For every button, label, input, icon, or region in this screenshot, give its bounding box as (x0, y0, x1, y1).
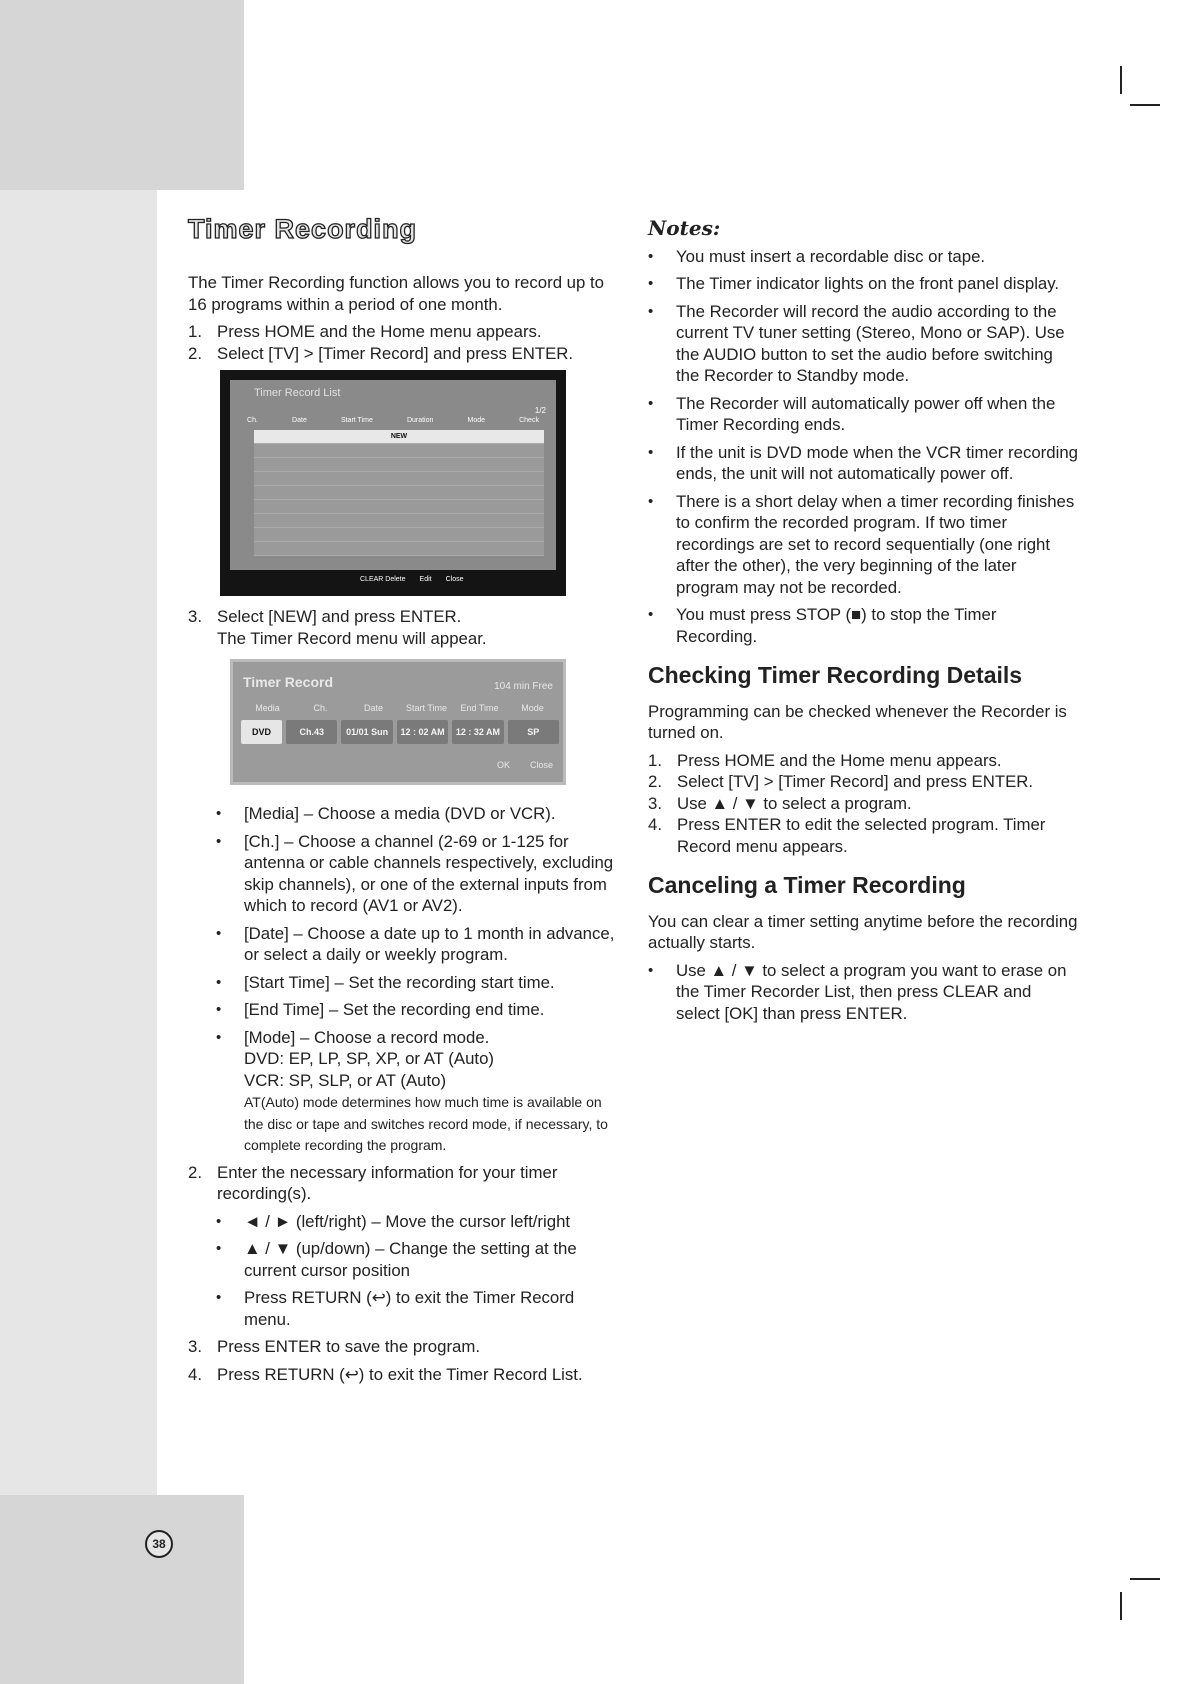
mode-field[interactable]: SP (508, 720, 559, 744)
start-time-field[interactable]: 12 : 02 AM (397, 720, 448, 744)
checking-heading: Checking Timer Recording Details (648, 662, 1023, 688)
note-text: The Recorder will automatically power off when the Timer Recording ends. (676, 393, 1056, 434)
checking-intro: Programming can be checked whenever the Recorder is turned on. (648, 701, 1067, 742)
new-row[interactable]: NEW (254, 430, 544, 444)
list-row[interactable] (254, 444, 544, 458)
delete-hint: CLEAR Delete (360, 575, 406, 583)
bullet: • (216, 805, 222, 822)
option-text: [Start Time] – Set the recording start time. (244, 972, 555, 992)
bullet: • (648, 492, 654, 510)
step-number: 3. (188, 607, 202, 626)
nav-text: Press RETURN (↩) to exit the Timer Record menu. (244, 1288, 575, 1329)
note-text: You must insert a recordable disc or tape. (676, 246, 986, 266)
date-field[interactable]: 01/01 Sun (341, 720, 392, 744)
bullet: • (216, 1212, 222, 1230)
intro-text: The Timer Recording function allows you to record up to 16 programs within a period of one month. (188, 273, 605, 314)
step-item (188, 343, 618, 365)
step-number: 4. (648, 815, 662, 834)
note-text: If the unit is DVD mode when the VCR timer recording ends, the unit will not automatically power off. (676, 442, 1078, 483)
header-check: Check (519, 417, 539, 424)
close-hint: Close (445, 575, 464, 583)
step-item (188, 1162, 618, 1205)
step-text: Enter the necessary information for your timer recording(s). (217, 1162, 558, 1203)
canceling-intro: You can clear a timer setting anytime before the recording actually starts. (648, 911, 1078, 952)
auto-mode-note: AT(Auto) mode determines how much time is available on the disc or tape and switches record mode, if necessary, to complete recording the program. (244, 1094, 608, 1153)
note-text: There is a short delay when a timer recording finishes to confirm the recorded program. If two timer recordings are set to record sequentially (one right after the other), the very beginning of the later program may not be recorded. (676, 491, 1075, 597)
step-item (188, 321, 618, 343)
note-text: You must press STOP (■) to stop the Timer Recording. (676, 605, 997, 646)
nav-text: ▲ / ▼ (up/down) – Change the setting at the current cursor position (244, 1239, 577, 1280)
page-title: Timer Recording (188, 214, 418, 244)
left-column (188, 272, 618, 1385)
bullet: • (648, 394, 654, 412)
option-text: [Mode] – Choose a record mode. (244, 1027, 490, 1047)
step-number: 1. (648, 750, 662, 770)
option-text: [Ch.] – Choose a channel (2-69 or 1-125 for antenna or cable channels respectively, excluding skip channels), or one of the external inputs from which to record (AV1 or AV2). (244, 831, 614, 915)
close-hint: Close (529, 759, 553, 770)
header-start-time: Start Time (340, 417, 373, 424)
step-item (188, 1336, 618, 1358)
step-item (648, 771, 1078, 793)
timer-record-screen (230, 659, 566, 785)
list-row[interactable] (254, 528, 544, 542)
crop-mark (1130, 104, 1160, 106)
list-row[interactable] (254, 500, 544, 514)
step-text: Press HOME and the Home menu appears. (677, 750, 1002, 770)
screen-footer (497, 755, 553, 777)
bullet: • (216, 832, 222, 850)
field-headers (241, 698, 559, 720)
list-item (216, 1287, 618, 1330)
screen-panel (230, 380, 556, 570)
step-number: 2. (648, 772, 662, 791)
list-item (216, 923, 618, 966)
header-media: Media (255, 703, 280, 713)
step-item (648, 793, 1078, 815)
list-row[interactable] (254, 542, 544, 556)
nav-list (188, 1211, 618, 1331)
bullet: • (648, 961, 654, 979)
list-item (216, 1027, 618, 1156)
step-number: 2. (188, 1162, 202, 1182)
list-item (648, 273, 1078, 295)
header-date: Date (363, 703, 383, 713)
screen-footer (360, 569, 464, 591)
header-start-time: Start Time (405, 703, 447, 713)
note-text: The Timer indicator lights on the front panel display. (676, 274, 1060, 293)
step-item (648, 750, 1078, 772)
dvd-modes: DVD: EP, LP, SP, XP, or AT (Auto) (244, 1049, 494, 1068)
list-item (648, 960, 1078, 1025)
list-item (648, 604, 1078, 647)
step-text: Select [TV] > [Timer Record] and press ENTER. (677, 772, 1034, 791)
canceling-heading: Canceling a Timer Recording (648, 872, 966, 898)
edit-hint: Edit (419, 575, 432, 583)
header-mode: Mode (467, 417, 486, 424)
page-indicator: 1/2 (534, 406, 546, 415)
step-text (217, 606, 618, 649)
vcr-modes: VCR: SP, SLP, or AT (Auto) (244, 1070, 447, 1090)
screen-title: Timer Record List (254, 387, 341, 399)
step-number: 1. (188, 322, 202, 341)
step-text: Press RETURN (↩) to exit the Timer Record List. (217, 1364, 583, 1384)
list-headers (230, 410, 556, 432)
list-item (648, 491, 1078, 599)
list-rows (254, 430, 544, 556)
right-column (648, 218, 1078, 1030)
ok-hint: OK (496, 759, 510, 770)
bullet: • (216, 973, 222, 991)
list-row[interactable] (254, 486, 544, 500)
header-end-time: End Time (460, 703, 499, 713)
header-date: Date (292, 417, 307, 424)
list-item (216, 972, 618, 994)
crop-mark (1120, 66, 1122, 94)
step-number: 4. (188, 1364, 202, 1384)
bullet: • (648, 302, 654, 320)
step-text: Use ▲ / ▼ to select a program. (677, 793, 912, 813)
bullet: • (216, 1289, 222, 1306)
list-item (216, 1238, 618, 1281)
margin-band-side (0, 190, 157, 1495)
notes-heading: Notes: (648, 216, 721, 240)
cancel-text: Use ▲ / ▼ to select a program you want to erase on the Timer Recorder List, then press CLEAR and select [OK] than press ENTER. (676, 960, 1067, 1023)
bullet: • (216, 1240, 222, 1257)
bullet: • (216, 1028, 222, 1046)
header-ch: Ch. (313, 703, 328, 713)
bullet: • (648, 247, 654, 265)
step-item (188, 606, 618, 649)
bullet: • (648, 606, 654, 623)
list-row[interactable] (254, 514, 544, 528)
note-text: The Recorder will record the audio according to the current TV tuner setting (Stereo, Mono or SAP). Use the AUDIO button to set the audio before switching the Recorder to Standby mode. (676, 301, 1065, 385)
crop-mark (1120, 1592, 1122, 1620)
free-space: 104 min Free (494, 681, 553, 692)
step-text: Press ENTER to save the program. (217, 1337, 481, 1356)
bullet: • (216, 1001, 222, 1018)
list-item (648, 393, 1078, 436)
list-row[interactable] (254, 472, 544, 486)
list-item (216, 999, 618, 1021)
crop-mark (1130, 1578, 1160, 1580)
option-text: [End Time] – Set the recording end time. (244, 1000, 545, 1019)
timer-record-list-screen (220, 370, 566, 596)
step-line: Select [NEW] and press ENTER. (217, 607, 462, 626)
list-row[interactable] (254, 458, 544, 472)
step-number: 3. (648, 793, 662, 813)
step-text: Press ENTER to edit the selected program. Timer Record menu appears. (677, 815, 1046, 856)
channel-field[interactable]: Ch.43 (286, 720, 337, 744)
option-text: [Date] – Choose a date up to 1 month in advance, or select a daily or weekly program. (244, 923, 615, 964)
list-item (216, 1211, 618, 1233)
screen-title: Timer Record (243, 674, 333, 690)
page-number: 38 (145, 1530, 173, 1558)
option-text: [Media] – Choose a media (DVD or VCR). (244, 804, 556, 823)
list-item (648, 246, 1078, 268)
step-text: Press HOME and the Home menu appears. (217, 322, 542, 341)
margin-band-bottom (0, 1495, 244, 1684)
step-item (188, 1364, 618, 1386)
media-field[interactable]: DVD (241, 720, 282, 744)
step-item (648, 814, 1078, 857)
step-text: Select [TV] > [Timer Record] and press ENTER. (217, 343, 574, 363)
field-values (241, 720, 559, 744)
header-duration: Duration (406, 417, 434, 424)
header-mode: Mode (521, 703, 544, 713)
header-ch: Ch. (247, 417, 258, 424)
margin-band-top (0, 0, 244, 190)
bullet: • (648, 443, 654, 461)
notes-list (648, 246, 1078, 648)
step-number: 2. (188, 343, 202, 363)
list-item (216, 803, 618, 825)
step-line: The Timer Record menu will appear. (217, 628, 487, 648)
list-item (648, 301, 1078, 387)
bullet: • (216, 924, 222, 942)
options-list (188, 803, 618, 1156)
step-number: 3. (188, 1337, 202, 1356)
end-time-field[interactable]: 12 : 32 AM (452, 720, 503, 744)
nav-text: ◄ / ► (left/right) – Move the cursor left/right (244, 1211, 571, 1231)
mode-option (244, 1027, 618, 1156)
list-item (648, 442, 1078, 485)
list-item (216, 831, 618, 917)
bullet: • (648, 275, 654, 292)
